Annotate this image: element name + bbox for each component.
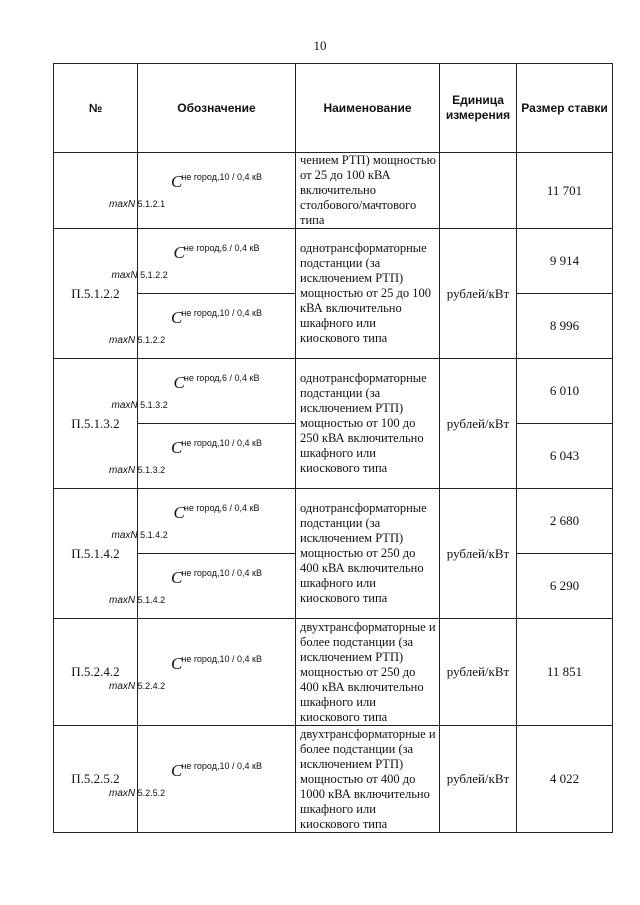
- table-row: [54, 726, 613, 833]
- table-row: [54, 229, 613, 294]
- rate-value: 4 022: [517, 726, 613, 833]
- designation-formula: $C^{не город,10 / 0,4 кВ}$ $_{maxN 5.1.3.2}$: [109, 437, 262, 476]
- rate-value: 6 043: [517, 424, 613, 489]
- designation-formula: $C^{не город,10 / 0,4 кВ}$ $_{maxN 5.1.2.2}$: [109, 307, 262, 346]
- table-row: [54, 153, 613, 229]
- unit-cell: рублей/кВт: [440, 489, 517, 619]
- unit-cell: [440, 153, 517, 229]
- name-cell: однотрансформаторные подстанции (за исключением РТП) мощностью от 25 до 100 кВА включительно шкафного или киоскового типа: [296, 229, 440, 359]
- designation-cell: [109, 554, 296, 619]
- designation-formula: $C^{не город,10 / 0,4 кВ}$ $_{maxN 5.1.2.1}$: [109, 172, 262, 210]
- designation-cell: [109, 294, 296, 359]
- header-unit: Единица измерения: [440, 64, 517, 153]
- designation-formula: $C^{не город,6 / 0,4 кВ}$ $_{maxN 5.1.3.2}$: [111, 372, 260, 411]
- tariff-table: [53, 63, 613, 833]
- designation-formula: $C^{не город,10 / 0,4 кВ}$ $_{maxN 5.2.5.2}$: [109, 760, 262, 799]
- row-code: П.5.2.4.2: [54, 619, 138, 726]
- unit-cell: рублей/кВт: [440, 619, 517, 726]
- designation-formula: $C^{не город,10 / 0,4 кВ}$ $_{maxN 5.2.4.2}$: [109, 653, 262, 692]
- table-row: [54, 619, 613, 726]
- designation-formula: $C^{не город,6 / 0,4 кВ}$ $_{maxN 5.1.4.2}$: [111, 502, 260, 541]
- designation-cell: [109, 726, 296, 833]
- header-designation: Обозначение: [138, 64, 296, 153]
- designation-cell: [111, 489, 296, 554]
- rate-value: 2 680: [517, 489, 613, 554]
- row-code: П.5.1.2.2: [54, 229, 138, 359]
- designation-cell: [111, 359, 296, 424]
- name-cell: двухтрансформаторные и более подстанции (за исключением РТП) мощностью от 250 до 400 кВА включительно шкафного или киоскового типа: [296, 619, 440, 726]
- unit-cell: рублей/кВт: [440, 726, 517, 833]
- unit-cell: рублей/кВт: [440, 229, 517, 359]
- header-rate: Размер ставки: [517, 64, 613, 153]
- name-cell: двухтрансформаторные и более подстанции (за исключением РТП) мощностью от 400 до 1000 кВА включительно шкафного или киоскового типа: [296, 726, 440, 833]
- row-code: П.5.2.5.2: [54, 726, 138, 833]
- name-cell: чением РТП) мощностью от 25 до 100 кВА включительно столбового/мачтового типа: [296, 153, 440, 229]
- designation-cell: [111, 229, 296, 294]
- rate-value: 8 996: [517, 294, 613, 359]
- designation-formula: $C^{не город,6 / 0,4 кВ}$ $_{maxN 5.1.2.2}$: [111, 242, 260, 281]
- unit-cell: рублей/кВт: [440, 359, 517, 489]
- row-code: [54, 153, 138, 229]
- designation-cell: [109, 153, 296, 229]
- row-code: П.5.1.4.2: [54, 489, 138, 619]
- designation-cell: [109, 424, 296, 489]
- table-row: [54, 359, 613, 424]
- table-row: [54, 489, 613, 554]
- rate-value: 11 851: [517, 619, 613, 726]
- table-header-row: [54, 64, 613, 153]
- designation-formula: $C^{не город,10 / 0,4 кВ}$ $_{maxN 5.1.4.2}$: [109, 567, 262, 606]
- header-number: №: [54, 64, 138, 153]
- name-cell: однотрансформаторные подстанции (за исключением РТП) мощностью от 100 до 250 кВА включительно шкафного или киоскового типа: [296, 359, 440, 489]
- rate-value: 6 290: [517, 554, 613, 619]
- page-number: 10: [313, 38, 327, 53]
- rate-value: 11 701: [517, 153, 613, 229]
- designation-cell: [109, 619, 296, 726]
- rate-value: 9 914: [517, 229, 613, 294]
- name-cell: однотрансформаторные подстанции (за исключением РТП) мощностью от 250 до 400 кВА включительно шкафного или киоскового типа: [296, 489, 440, 619]
- row-code: П.5.1.3.2: [54, 359, 138, 489]
- rate-value: 6 010: [517, 359, 613, 424]
- header-name: Наименование: [296, 64, 440, 153]
